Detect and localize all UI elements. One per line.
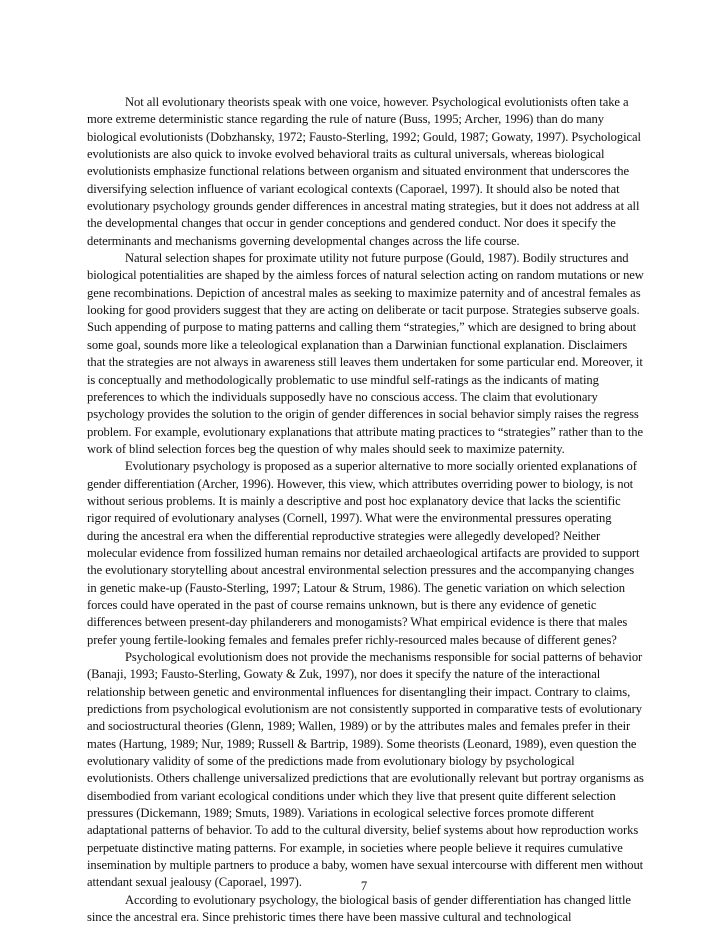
paragraph-5: According to evolutionary psychology, the biological basis of gender differentiation has changed little since the ancestral era. Since prehistoric times there have been massive cultural and technological (87, 892, 631, 925)
paragraph-2: Natural selection shapes for proximate utility not future purpose (Gould, 1987). Bodily structures and biological potentialities are shaped by the aimless forces of natural selection acting on random mutations or new gene recombinations. Depiction of ancestral males as seeking to maximize paternity and of ancestral females as looking for good providers suggest that they are acting on deliberate or tacit purpose. Strategies subserve goals. Such appending of purpose to mating patterns and calling them “strategies,” which are designed to bring about some goal, sounds more like a teleological explanation than a Darwinian functional explanation. Disclaimers that the strategies are not always in awareness still leaves them undertaken for some particular end. Moreover, it is conceptually and methodologically problematic to use mindful self-ratings as the indicants of mating preferences to which the individuals supposedly have no conscious access. The claim that evolutionary psychology provides the solution to the origin of gender differences in social behavior simply raises the regress problem. For example, evolutionary explanations that attribute mating practices to “strategies” rather than to the work of blind selection forces beg the question of why males should seek to maximize paternity. (87, 251, 644, 456)
page-body (87, 94, 644, 927)
paragraph-3: Evolutionary psychology is proposed as a superior alternative to more socially oriented explanations of gender differentiation (Archer, 1996). However, this view, which attributes overriding power to biology, is not without serious problems. It is mainly a descriptive and post hoc explanatory device that lacks the scientific rigor required of evolutionary analyses (Cornell, 1997). What were the environmental pressures operating during the ancestral era when the differential reproductive strategies were allegedly developed? Neither molecular evidence from fossilized human remains nor detailed archaeological artifacts are provided to support the evolutionary storytelling about ancestral environmental selection pressures and the accompanying changes in genetic make-up (Fausto-Sterling, 1997; Latour & Strum, 1986). The genetic variation on which selection forces could have operated in the past of course remains unknown, but is there any evidence of genetic differences between present-day philanderers and monogamists? What empirical evidence is there that males prefer young fertile-looking females and females prefer richly-resourced males because of different genes? (87, 459, 640, 647)
page-number: 7 (360, 879, 368, 893)
paragraph-1: Not all evolutionary theorists speak with one voice, however. Psychological evolutionists often take a more extreme deterministic stance regarding the rule of nature (Buss, 1995; Archer, 1996) than do many biological evolutionists (Dobzhansky, 1972; Fausto-Sterling, 1992; Gould, 1987; Gowaty, 1997). Psychological evolutionists are also quick to invoke evolved behavioral traits as cultural universals, whereas biological evolutionists emphasize functional relations between organism and situated environment that underscores the diversifying selection influence of variant ecological contexts (Caporael, 1997). It should also be noted that evolutionary psychology grounds gender differences in ancestral mating strategies, but it does not address at all the developmental changes that occur in gender conceptions and gendered conduct. Nor does it specify the determinants and mechanisms governing developmental changes across the life course. (87, 95, 641, 248)
paragraph-4: Psychological evolutionism does not provide the mechanisms responsible for social patterns of behavior (Banaji, 1993; Fausto-Sterling, Gowaty & Zuk, 1997), nor does it specify the nature of the interactional relationship between genetic and environmental influences for disentangling their impact. Contrary to claims, predictions from psychological evolutionism are not consistently supported in comparative tests of evolutionary and sociostructural theories (Glenn, 1989; Wallen, 1989) or by the attributes males and females prefer in their mates (Hartung, 1989; Nur, 1989; Russell & Bartrip, 1989). Some theorists (Leonard, 1989), even question the evolutionary validity of some of the predictions made from evolutionary biology by psychological evolutionists. Others challenge universalized predictions that are evolutionally relevant but portray organisms as disembodied from variant ecological conditions under which they live that present quite different selection pressures (Dickemann, 1989; Smuts, 1989). Variations in ecological selective forces promote different adaptational patterns of behavior. To add to the cultural diversity, belief systems about how reproduction works perpetuate distinctive mating patterns. For example, in societies where people believe it requires cumulative insemination by multiple partners to produce a baby, women have sexual intercourse with different men without attendant sexual jealousy (Caporael, 1997). (87, 650, 644, 890)
